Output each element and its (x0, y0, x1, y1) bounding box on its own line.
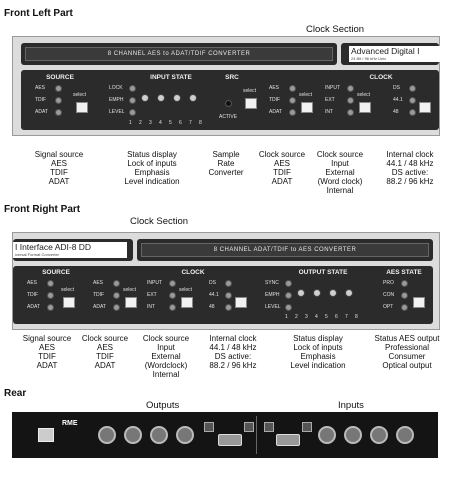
clock-src-led (289, 97, 296, 104)
clock-src-select-label: select (299, 92, 313, 98)
clock-rate-led (409, 109, 416, 116)
callout-internal-clock-right: Internal clock 44.1 / 48 kHz DS active: 88.2 / 96 kHz (209, 334, 257, 370)
clock-ds-label: DS (393, 85, 400, 91)
rear-inputs-label: Inputs (338, 400, 364, 411)
aes-state-con-label: CON (383, 292, 395, 298)
out-state-row-sync: SYNC (265, 280, 279, 286)
tdif-dsub-connector (276, 434, 300, 446)
channel-number: 8 (199, 120, 202, 126)
source-adat-label-right: ADAT (27, 304, 40, 310)
clock-input-label: INPUT (325, 85, 340, 91)
front-right-panel (12, 232, 440, 330)
state-led (141, 94, 149, 102)
clock-src-led (289, 109, 296, 116)
divider (256, 416, 257, 454)
clock-441-label-right: 44.1 (209, 292, 219, 298)
state-led (189, 94, 197, 102)
clock-rate-led-right (225, 292, 232, 299)
control-strip (21, 70, 439, 130)
callout-clock-source-input: Clock source Input External (Word clock) Internal (316, 150, 364, 195)
channel-number: 3 (149, 120, 152, 126)
clock-rate-led-right (225, 304, 232, 311)
source-led-aes (55, 85, 62, 92)
aes-state-led (401, 292, 408, 299)
callout-clock-source-right: Clock source AES TDIF ADAT (81, 334, 129, 370)
source-led-label-tdif: TDIF (35, 97, 47, 103)
channel-number: 5 (169, 120, 172, 126)
channel-number: 4 (159, 120, 162, 126)
input-xlr-connector (370, 426, 388, 444)
input-xlr-connector (396, 426, 414, 444)
src-active-led (225, 100, 232, 107)
clock-src-aes-label-right: AES (93, 280, 104, 286)
clock-input-led-right (169, 280, 176, 287)
clock-int-label: INT (325, 109, 334, 115)
output-xlr-connector (176, 426, 194, 444)
clock-int-label-right: INT (147, 304, 156, 310)
out-channel-number: 7 (345, 314, 348, 320)
out-channel-number: 1 (285, 314, 288, 320)
source-select-button[interactable] (76, 102, 88, 113)
state-row-lock: LOCK (109, 85, 123, 91)
out-state-led (345, 289, 353, 297)
out-channel-number: 3 (305, 314, 308, 320)
clock-src-led-right (113, 292, 120, 299)
clock-rate-led-right (225, 280, 232, 287)
converter-strip (21, 43, 337, 65)
brand-sublabel: 24 Bit / 96 kHz Univ (349, 56, 441, 62)
callout-aes-output-right: Status AES output Professional Consumer Optical output (374, 334, 440, 370)
source-led-tdif (55, 97, 62, 104)
clock-src-led-right (113, 280, 120, 287)
clock-input-select-button-right[interactable] (181, 297, 193, 308)
optical-connector (204, 422, 214, 432)
callout-internal-clock: Internal clock 44.1 / 48 kHz DS active: 88.2 / 96 kHz (386, 150, 434, 186)
front-right-title: Front Right Part (4, 204, 81, 215)
out-channel-number: 6 (335, 314, 338, 320)
state-led (129, 85, 136, 92)
aes-state-opt-label: OPT (383, 304, 394, 310)
output-xlr-connector (150, 426, 168, 444)
aes-state-pro-label: PRO (383, 280, 394, 286)
clock-input-select-label-right: select (179, 287, 193, 293)
callout-signal-source: Signal source AES TDIF ADAT (34, 150, 84, 186)
clock-src-tdif-label-right: TDIF (93, 292, 105, 298)
out-state-led (285, 292, 292, 299)
state-row-emph: EMPH (109, 97, 124, 103)
brand-strip-right (13, 239, 133, 261)
out-state-led (285, 280, 292, 287)
state-led (157, 94, 165, 102)
clock-rate-select-button[interactable] (419, 102, 431, 113)
input-xlr-connector (344, 426, 362, 444)
callout-clock-input-right: Clock source Input External (Wordclock) Internal (142, 334, 190, 379)
clock-input-select-label: select (357, 92, 371, 98)
state-led (129, 109, 136, 116)
callout-status-display-right: Status display Lock of inputs Emphasis Level indication (290, 334, 346, 370)
channel-number: 6 (179, 120, 182, 126)
optical-connector (244, 422, 254, 432)
channel-number: 7 (189, 120, 192, 126)
aes-state-led (401, 304, 408, 311)
source-led-label-adat: ADAT (35, 109, 48, 115)
callout-signal-source-right: Signal source AES TDIF ADAT (22, 334, 72, 370)
aes-state-led (401, 280, 408, 287)
clock-input-select-button[interactable] (359, 102, 371, 113)
source-box-label-right: SOURCE (42, 269, 70, 276)
out-state-led (313, 289, 321, 297)
clock-input-led (347, 85, 354, 92)
state-row-level: LEVEL (109, 109, 125, 115)
power-socket (38, 428, 54, 442)
converter-label: 8 CHANNEL AES to ADAT/TDIF CONVERTER (25, 47, 333, 61)
clock-src-select-label-right: select (123, 287, 137, 293)
source-led-right (47, 304, 54, 311)
out-state-led (297, 289, 305, 297)
clock-box-label: CLOCK (369, 74, 393, 81)
src-active-label: ACTIVE (219, 114, 238, 120)
clock-src-select-button-right[interactable] (125, 297, 137, 308)
out-state-row-emph: EMPH (265, 292, 280, 298)
clock-src-tdif-label: TDIF (269, 97, 281, 103)
brand-label-right: I Interface ADI-8 DD (13, 242, 127, 252)
channel-number: 2 (139, 120, 142, 126)
callout-status-display: Status display Lock of inputs Emphasis Level indication (124, 150, 180, 186)
control-strip-right (13, 266, 433, 324)
src-select-button[interactable] (245, 98, 257, 109)
source-led-adat (55, 109, 62, 116)
clock-48-label: 48 (393, 109, 399, 115)
out-state-row-level: LEVEL (265, 304, 281, 310)
clock-rate-led (409, 85, 416, 92)
out-channel-number: 2 (295, 314, 298, 320)
src-select-label: select (243, 88, 257, 94)
clock-rate-select-button-right[interactable] (235, 297, 247, 308)
source-led-right (47, 292, 54, 299)
clock-input-led (347, 97, 354, 104)
source-led-label-aes: AES (35, 85, 46, 91)
src-label: SRC (225, 74, 239, 81)
input-state-label: INPUT STATE (150, 74, 192, 81)
clock-src-led (289, 85, 296, 92)
clock-src-adat-label-right: ADAT (93, 304, 106, 310)
front-left-title: Front Left Part (4, 8, 73, 19)
out-channel-number: 8 (355, 314, 358, 320)
source-box-label: SOURCE (46, 74, 74, 81)
front-left-clock-section-label: Clock Section (306, 24, 365, 35)
callout-sample-rate-converter: Sample Rate Converter (208, 150, 244, 177)
converter-label-right: 8 CHANNEL ADAT/TDIF to AES CONVERTER (141, 243, 429, 257)
clock-ext-label: EXT (325, 97, 335, 103)
output-xlr-connector (124, 426, 142, 444)
output-xlr-connector (98, 426, 116, 444)
clock-src-adat-label: ADAT (269, 109, 282, 115)
aes-state-label: AES STATE (386, 269, 422, 276)
front-right-clock-section-label: Clock Section (130, 216, 189, 227)
out-channel-number: 5 (325, 314, 328, 320)
clock-rate-led (409, 97, 416, 104)
out-state-led (285, 304, 292, 311)
source-select-label: select (73, 92, 87, 98)
input-xlr-connector (318, 426, 336, 444)
rear-outputs-label: Outputs (146, 400, 180, 411)
output-state-label: OUTPUT STATE (298, 269, 348, 276)
brand-sublabel-right: iversal Format Converter (13, 252, 127, 258)
source-select-label-right: select (61, 287, 75, 293)
source-aes-label-right: AES (27, 280, 38, 286)
clock-48-label-right: 48 (209, 304, 215, 310)
clock-input-led (347, 109, 354, 116)
source-select-button-right[interactable] (63, 297, 75, 308)
aes-state-select-button[interactable] (413, 297, 425, 308)
clock-src-aes-label: AES (269, 85, 280, 91)
state-led (129, 97, 136, 104)
out-channel-number: 4 (315, 314, 318, 320)
source-tdif-label-right: TDIF (27, 292, 39, 298)
channel-number: 1 (129, 120, 132, 126)
optical-connector (302, 422, 312, 432)
clock-input-led-right (169, 304, 176, 311)
clock-input-label-right: INPUT (147, 280, 162, 286)
clock-box-label-right: CLOCK (181, 269, 205, 276)
converter-strip-right (137, 239, 433, 261)
clock-ext-label-right: EXT (147, 292, 157, 298)
rear-panel (12, 412, 438, 458)
clock-441-label: 44.1 (393, 97, 403, 103)
out-state-led (329, 289, 337, 297)
source-led-right (47, 280, 54, 287)
state-led (173, 94, 181, 102)
front-left-panel (12, 36, 440, 136)
optical-connector (264, 422, 274, 432)
rear-title: Rear (4, 388, 27, 399)
brand-strip (341, 43, 439, 65)
brand-label: Advanced Digital I (349, 46, 441, 56)
clock-src-led-right (113, 304, 120, 311)
clock-ds-label-right: DS (209, 280, 216, 286)
callout-clock-source-aes: Clock source AES TDIF ADAT (258, 150, 306, 186)
tdif-dsub-connector (218, 434, 242, 446)
clock-src-select-button[interactable] (301, 102, 313, 113)
clock-input-led-right (169, 292, 176, 299)
rme-logo: RME (62, 420, 78, 427)
